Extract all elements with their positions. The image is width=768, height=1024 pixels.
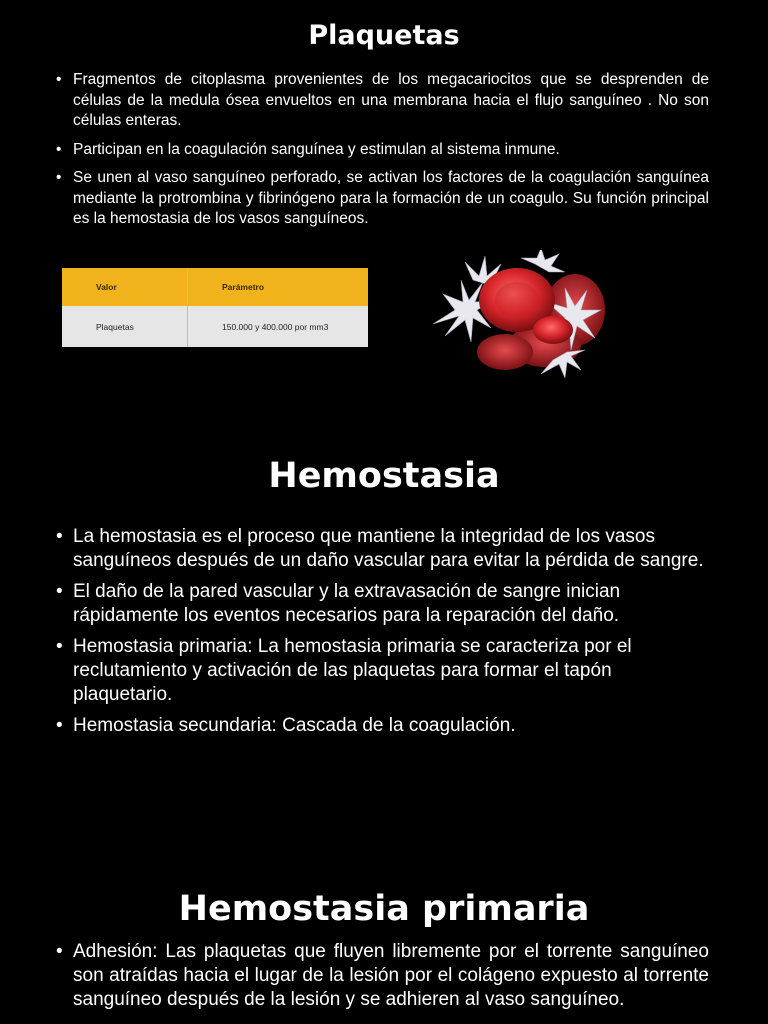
- hemostasia-primaria-title: Hemostasia primaria: [178, 889, 590, 929]
- hemostasia-bullet-2: • El daño de la pared vascular y la extravasación de sangre inician rápidamente los eventos necesarios para la reparación del daño.: [56, 580, 709, 628]
- table-row: [62, 306, 368, 347]
- table-header-row: [62, 268, 368, 306]
- hemostasia-primaria-bullet-1: • Adhesión: Las plaquetas que fluyen libremente por el torrente sanguíneo son atraídas hacia el lugar de la lesión por el colágeno expuesto al torrente sanguíneo después de la lesión y se adhieren al vaso sanguíneo.: [56, 940, 709, 1012]
- table-header-valor: Valor: [62, 268, 188, 306]
- table-header-parametro: Parámetro: [188, 268, 369, 306]
- hemostasia-bullet-1: • La hemostasia es el proceso que mantiene la integridad de los vasos sanguíneos después de un daño vascular para evitar la pérdida de sangre.: [56, 525, 709, 573]
- hemostasia-bullet-list: [56, 525, 709, 745]
- plaquetas-bullet-3: • Se unen al vaso sanguíneo perforado, se activan los factores de la coagulación sanguínea mediante la protrombina y fibrinógeno para la formación de un coagulo. Su función principal es la hemostasia de los vasos sanguíneos.: [56, 168, 709, 230]
- table-cell-parametro: 150.000 y 400.000 por mm3: [188, 306, 369, 347]
- hemostasia-primaria-bullet-list: [56, 940, 709, 1012]
- blood-cells-icon: [425, 250, 605, 378]
- hemostasia-bullet-3: • Hemostasia primaria: La hemostasia primaria se caracteriza por el reclutamiento y activación de las plaquetas para formar el tapón plaquetario.: [56, 635, 709, 707]
- plaquetas-title: Plaquetas: [308, 20, 460, 51]
- table-cell-valor: Plaquetas: [62, 306, 188, 347]
- platelet-reference-table: [62, 268, 368, 347]
- plaquetas-bullet-1: • Fragmentos de citoplasma provenientes de los megacariocitos que se desprenden de células de la medula ósea envueltos en una membrana hacia el flujo sanguíneo . No son células enteras.: [56, 70, 709, 132]
- hemostasia-bullet-4: • Hemostasia secundaria: Cascada de la coagulación.: [56, 714, 709, 738]
- plaquetas-bullet-list: [56, 70, 709, 238]
- hemostasia-title: Hemostasia: [268, 456, 500, 496]
- plaquetas-bullet-2: • Participan en la coagulación sanguínea y estimulan al sistema inmune.: [56, 140, 709, 161]
